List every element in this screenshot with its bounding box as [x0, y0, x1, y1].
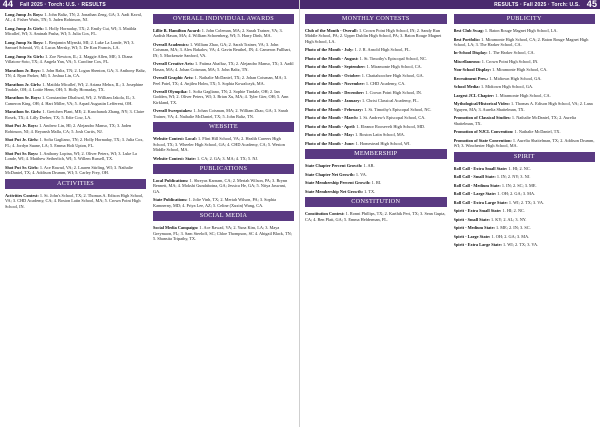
section-header: ACTIVITIES — [5, 179, 146, 189]
result-label: State Chapter Percent Growth: — [305, 163, 363, 169]
result-entry — [5, 54, 146, 65]
result-text: 1. Thomas A. Edison High School, VA; 2. Lana Nguyen, MA; 3. Aurelia Shaitelman, TX. — [453, 101, 593, 112]
result-text: 1. Miramonte High School, CA. — [494, 92, 551, 98]
result-label: Constitution Contest: — [305, 211, 345, 217]
result-entry — [454, 115, 596, 126]
result-text: 1. HI; 2. NC. — [507, 165, 531, 171]
result-label: Overall Creative Arts: — [153, 61, 194, 67]
result-label: Spirit - Extra Large State: — [453, 242, 502, 248]
result-label: Photo of the Month - September: — [305, 64, 366, 70]
result-entry — [153, 89, 294, 105]
result-text: 1. RI. — [370, 180, 382, 186]
result-label: Promotion of State Convention: — [453, 137, 512, 143]
result-text: 1. Boston Latin School, MA. — [354, 132, 405, 138]
result-entry — [454, 67, 596, 72]
result-label: Spirit - Extra Small State: — [453, 208, 502, 214]
result-entry — [153, 108, 294, 119]
result-label: Website Contest: State: — [153, 155, 196, 161]
result-entry — [305, 73, 447, 78]
result-label: Lillie B. Hamilton Award: — [153, 28, 201, 33]
result-label: Long Jump Jr. Boys: — [5, 12, 44, 17]
result-text: 1. Miramonte High School, CA. — [491, 67, 548, 73]
result-entry — [454, 174, 596, 179]
result-label: Local Publications: — [153, 178, 189, 184]
result-label: Marathon Sr. Girls: — [5, 109, 42, 115]
result-text: 1. VA. — [354, 171, 367, 177]
result-text: 1. Fatima Abaffaz, TX; 2. Alejandro Manso, TX; 3. Aadil Hasan, MA; 4. Johan Coisman, MA; 5. John Baltz, TN. — [153, 61, 294, 72]
result-entry — [454, 191, 596, 196]
result-text: 1. Christ Classical Academy, FL. — [360, 98, 419, 104]
result-label: Roll Call - Small State: — [453, 174, 496, 180]
result-entry — [305, 141, 447, 146]
result-entry — [454, 76, 596, 81]
result-label: Marathon Jr. Girls: — [5, 81, 42, 87]
result-entry — [454, 225, 596, 230]
result-entry — [454, 208, 596, 213]
result-text: 1. OH; 2. GA; 3. MA. — [496, 191, 536, 197]
result-entry — [305, 124, 447, 129]
result-label: Non-School Display: — [453, 67, 492, 73]
result-entry — [305, 189, 447, 194]
result-entry — [454, 101, 596, 112]
result-label: Overall Academics: — [153, 41, 189, 47]
result-text: 1. WI; 2. TX; 3. VA. — [507, 199, 545, 205]
result-label: State Chapter Net Growth: — [305, 171, 355, 177]
result-label: Photo of the Month - January: — [305, 98, 361, 104]
result-text: 1. Crown Point High School, IN. — [364, 89, 422, 95]
result-text: 1. Jolie Vinh, TX; 2. Meriah Wilson, PA; 3. Sophia Kamnerny, MD; 4. Priya Lee, AZ; 5. Celine (Xuxin) Wang, CA. — [153, 197, 277, 208]
result-label: Marathon Sr. Boys: — [5, 95, 42, 101]
result-label: Photo of the Month - February: — [305, 106, 364, 112]
result-entry — [5, 68, 146, 79]
section-header: SPIRIT — [454, 152, 596, 162]
result-text: 1. CHD Academy, CA. — [364, 81, 406, 87]
result-entry — [305, 180, 447, 185]
result-label: Promotion of Classical Studies: — [453, 115, 511, 121]
result-entry — [153, 225, 294, 241]
right-page-number: 45 — [584, 0, 600, 9]
result-entry — [5, 151, 146, 162]
section-header: OVERALL INDIVIDUAL AWARDS — [153, 14, 294, 24]
result-label: Long Jump Jr. Girls: — [5, 25, 44, 31]
result-text: 1. Miramonte High School, CA; 2. Baton Rouge Magnet High School, LA; 3. The Harker School, CA. — [453, 36, 589, 47]
result-entry — [454, 242, 596, 247]
result-label: State Membership Percent Growth: — [305, 180, 371, 186]
result-label: Best Portfolio: — [453, 36, 481, 42]
result-text: 1. Constantine Dhaliwal, WI; 2. William Jakola, IL; 3. Cameron King, OH; 4. Hart Miller, VA; 5. Arpad Augustin Lefferent, OH. — [5, 95, 136, 106]
result-text: 1. St. John's School, TX; 2. Thomas A. Edison High School, VA; 3. CHD Academy, CA; 4. Boston Latin School, MA; 5. Crown Point High School, IN. — [5, 192, 144, 209]
result-label: Miscellaneous: — [453, 58, 481, 64]
section-header: PUBLICITY — [454, 14, 596, 24]
result-entry — [153, 178, 294, 194]
result-text: 1. WI; 2. TX; 3. VA. — [501, 242, 539, 248]
section-header: SOCIAL MEDIA — [153, 211, 294, 221]
result-text: 1. Baton Rouge Magnet High School, LA. — [483, 28, 558, 33]
result-label: Best Club Swag: — [453, 28, 484, 33]
result-text: 1. Ronni Phillips, TX; 2. Karthik Peri, TX; 3. Sean Gupta, CA; 4. Ben Platt, GA; 5. Emma Helderman, FL. — [305, 211, 446, 222]
result-entry — [305, 98, 447, 103]
result-text: 1. Crown Point High School, IN; 2. Sandy Run Middle School, PA; 2. Upper Dublin High School, PA; 3. Baton Rouge Magnet High School, LA. — [305, 28, 442, 44]
result-label: Promotion of NJCL Convention: — [453, 129, 514, 135]
result-text: 1. Zoe Newton, IL; 2. Maggie Allen, ME; 3. Diana Villatoro-Soto, TX; 4. Angela Yan, VA; 5. Caroline Cox, FL. — [5, 53, 133, 65]
result-label: In-School Display: — [453, 50, 488, 56]
result-entry — [305, 64, 447, 69]
result-entry — [305, 132, 447, 137]
result-entry — [454, 37, 596, 48]
result-text: 1. Ace Rawad, VA; 2. Yuna Kim, LA; 3. Maya Greymaon, FL; 3. Sam Steeloff, SC; Chloe Thompson, SC 4. Abigail Black, TN; 5. Shansita Tripathy, TX. — [153, 225, 292, 242]
result-entry — [305, 211, 447, 222]
result-entry — [153, 61, 294, 72]
result-entry — [454, 234, 596, 239]
section-header: WEBSITE — [153, 122, 294, 132]
result-text: 1. TX. — [363, 188, 376, 194]
result-label: Roll Call - Extra Small State: — [453, 165, 508, 171]
result-text: 1. The Harker School, CA. — [487, 50, 535, 56]
right-page-header — [300, 0, 600, 9]
left-page-header — [0, 0, 299, 9]
left-running-head: Fall 2025 · Torch: U.S. · RESULTS — [20, 1, 106, 8]
result-label: Roll Call - Large State: — [453, 191, 497, 197]
result-text: 1. Shreyas Karnam, CA; 2. Meriah Wilson, PA; 3. Brynn Bennett, MA; 4. Mokshi Gundaboina, GA; Jessica He, GA; 5. Nitya Jaswani, GA. — [153, 178, 288, 194]
result-entry — [454, 50, 596, 55]
result-text: 1. Miramonte High School, CA. — [365, 64, 422, 70]
result-label: Club of the Month - Overall: — [305, 28, 358, 33]
result-entry — [305, 81, 447, 86]
result-text: 1. Nathalie McDaniel, TX; 2. Johan Coisman, MA; 3. Peel Patel, TX; 4. Anjilea Holm, TX; 5. Sophia Kowalczyk, MA. — [153, 75, 288, 86]
result-text: 1. John Baltz, TN; 2. Logan Shenton, GA; 3. Anthony Baltz, TN; 4. Ryan Parker, MI; 5. Joshua Lin, CA. — [5, 67, 146, 79]
result-text: 1. CA; 2. GA; 3. MA; 4. TX; 5. NJ. — [195, 155, 259, 161]
result-text: 1. Midtown High School, GA. — [488, 75, 542, 81]
result-text: 1. IN; 2. NY; 3. NJ. — [495, 174, 531, 180]
result-label: Photo of the Month - August: — [305, 55, 359, 61]
result-text: 1. St. Andrew's Episcopal School, CA. — [358, 115, 426, 121]
result-entry — [454, 138, 596, 149]
result-text: 1. Benjamin Mlynski, MI; 2. Luke La Londe, WI; 3. Samuel Schmid, VI; 4. Lucas Mersky, WI; 5. De Kon Francis, LA. — [5, 39, 135, 51]
result-text: 1. Sofia Gagliano, TN; 2. Sophie Tindale, OH; 2. Ian Godden, WI; 2. Oliver Peters, WI; 3. Brian Xu, MA; 4. Tyler Gier, OH; 5. Ann Kirkland, TX. — [153, 89, 289, 105]
result-text: 1. IN; 2. SC; 3. ME. — [500, 182, 537, 188]
result-entry — [454, 84, 596, 89]
result-label: Roll Call - Medium State: — [453, 182, 501, 188]
result-label: Shot Put Sr. Boys: — [5, 151, 39, 157]
result-entry — [153, 156, 294, 161]
result-entry — [454, 59, 596, 64]
result-entry — [153, 197, 294, 208]
result-text: 1. St. Timothy's Episcopal School, NC. — [363, 106, 432, 112]
result-text: 1. Johan Coisman, MA; 2. William Zhao, GA; 3. Sarah Trainer, VA; 4. Nathalie McDaniel, TX; 5. John Baltz, TN. — [153, 108, 289, 119]
result-text: 1. Eleanor Roosevelt High School, MD. — [355, 123, 426, 129]
result-label: Recruitment Pres.: — [453, 75, 489, 81]
result-label: Photo of the Month - October: — [305, 72, 361, 78]
result-label: Spirit - Small State: — [453, 216, 490, 222]
result-text: 1. KY; 2. AL; 3. NY. — [489, 216, 527, 222]
result-text: 1. William Zhao, GA; 2. Sarah Trainer, VA; 3. John Coisman, MA; 3. Alex Bakalov, VA; 4. Gavin Beuthel, IN; 4. Cameron Fullhart, IN; 5. Mackenzie Sanford, VA. — [153, 41, 292, 58]
result-text: 1. Sofia Gagliano, TN; 2. Holly Hornaday, TX; 3. Julia Cox, FL; 4. Jordyn Suane, LA; 5. Emma Holt Upton, FL. — [5, 137, 144, 148]
result-entry — [305, 28, 447, 44]
result-entry — [5, 95, 146, 106]
result-text: 1. Crown Point High School, IN. — [480, 58, 539, 64]
result-entry — [305, 172, 447, 177]
result-entry — [454, 200, 596, 205]
result-label: Photo of the Month - April: — [305, 123, 356, 129]
result-text: 1. Holly Hornaday, TX; 2. Emily Cui, WI; 3. Matilda Micallef, WI; 3. Aminah Pasha, WI; 5. Julia Cox, FL. — [5, 25, 137, 37]
right-running-head: RESULTS · Fall 2025 · Torch: U.S. — [494, 1, 580, 8]
result-text: 1. Gretchen Plant, ME; 2. Kanchanok Zhang, NY; 3. Claire Rosek, TX; 4. Lilly Dreher, TX; 5. Edie Cow, LA. — [5, 109, 145, 120]
result-entry — [153, 75, 294, 86]
result-label: Shot Put Sr. Girls: — [5, 164, 39, 170]
result-text: 1. Aurelia Shaitelman, TX; 2. Addison Drumm, WI; 3. Winchester High School, MA. — [453, 137, 595, 149]
result-label: Long Jump Sr. Boys: — [5, 39, 44, 45]
result-entry — [454, 129, 596, 134]
result-label: Roll Call - Extra Large State: — [453, 199, 508, 205]
result-entry — [454, 217, 596, 222]
left-page-number: 44 — [0, 0, 16, 9]
left-column-1 — [5, 12, 146, 427]
result-label: Shot Put Jr. Boys: — [5, 123, 39, 129]
result-label: Website Contest: Local: — [153, 136, 197, 142]
result-text: 1. AR. — [362, 163, 375, 169]
result-text: 1. J. R. Arnold High School, FL. — [353, 47, 411, 53]
result-text: 1. Homestead High School, WI. — [354, 140, 411, 146]
result-label: School Media: — [453, 84, 480, 90]
result-text: 1. Matilda Micallef, WI; 2. Ariana Mehra, IL; 3. Josephine Tindale, OH; 4. Lottie Henn, OH; 5. Holly Hornaday, TX. — [5, 81, 144, 92]
result-entry — [153, 28, 294, 39]
section-header: PUBLICATIONS — [153, 164, 294, 174]
result-entry — [153, 42, 294, 58]
result-label: Marathon Jr. Boys: — [5, 67, 41, 73]
result-label: Activities Contest: — [5, 192, 39, 198]
result-label: Photo of the Month - November: — [305, 81, 365, 87]
result-entry — [454, 183, 596, 188]
result-entry — [454, 166, 596, 171]
result-label: Overall Sweepstakes: — [153, 108, 193, 114]
result-entry — [454, 28, 596, 33]
result-text: 1. Flint Hill School, VA; 2. Health Careers High School, TX; 3. Wheeler High School, GA; 4. CHD Academy, CA; 5. Weston Middle School, MA. — [153, 136, 285, 153]
section-header: CONSTITUTION — [305, 197, 447, 207]
right-page — [300, 0, 600, 427]
section-header: MONTHLY CONTESTS — [305, 14, 447, 24]
result-label: Photo of the Month - March: — [305, 115, 359, 121]
result-label: Shot Put Jr. Girls: — [5, 137, 39, 143]
result-text: 1. Anthony Lopina, WI; 2. Oliver Peters, WI; 3. Luke La Londe, WI; 4. Matthew Seiberlich, WI; 5. Willem Russell, TX. — [5, 151, 137, 162]
result-text: 1. Ace Rawad, VA; 2. Lauren Stirling, WI; 3. Nathalie McDaniel, TX; 4. Addison Drumm, WI; 5. Carley Frey, OH. — [5, 164, 133, 176]
result-label: Overall Olympika: — [153, 89, 188, 95]
right-column-1 — [305, 12, 447, 427]
result-label: Social Media Campaign: — [153, 225, 199, 231]
result-text: 1. HI; 2. NC. — [501, 208, 525, 214]
result-entry — [305, 107, 447, 112]
result-label: Photo of the Month - May: — [305, 132, 355, 138]
result-entry — [305, 56, 447, 61]
result-text: 1. Nathalie McDaniel, TX. — [513, 129, 561, 135]
result-text: 1. John Coleman, MA; 2. Sarah Trainer, VA; 3. Aadish Hasan, MA; 4. William Schoenberg, WI; 5. Harry Dinh, MA. — [153, 28, 283, 39]
result-text: 1. Andrew Lin, HI; 2. Alejandro Manso, TX; 3. Jaden Robinson, NJ; 4. Reyansh Malla, CA; 5. Josh Curtis, NJ. — [5, 123, 132, 134]
left-column-2 — [153, 12, 294, 427]
result-label: Long Jump Sr. Girls: — [5, 53, 44, 59]
result-entry — [5, 12, 146, 23]
result-entry — [5, 26, 146, 37]
result-entry — [5, 40, 146, 51]
result-text: 1. Midtown High School, GA. — [479, 84, 534, 90]
result-text: 1. ME; 2. IN; 3. SC. — [494, 225, 531, 231]
result-entry — [5, 82, 146, 93]
result-text: 1. Chattahoochee High School, GA. — [360, 72, 424, 78]
result-text: 1. OH; 2. GA; 3. MA. — [490, 233, 530, 239]
result-entry — [305, 163, 447, 168]
result-entry — [5, 123, 146, 134]
result-text: 1. Nathalie McDaniel, TX; 2. Aurelia Shaitelman, TX. — [453, 115, 577, 126]
result-entry — [305, 47, 447, 52]
result-label: Spirit - Medium State: — [453, 225, 495, 231]
result-label: Photo of the Month - July: — [305, 47, 354, 53]
result-entry — [5, 165, 146, 176]
result-label: State Membership Net Growth: — [305, 188, 364, 194]
result-label: Photo of the Month - December: — [305, 89, 365, 95]
result-text: 1. John Baltz, TN; 2. Jonathan Zeng, GA; 3. Aadi Kaval, AL; 4. Fisher Watts, TN; 5. Jaden Robinson, NJ. — [5, 12, 142, 23]
result-label: Photo of the Month - June: — [305, 140, 355, 146]
result-entry — [305, 115, 447, 120]
result-entry — [305, 90, 447, 95]
result-entry — [5, 193, 146, 209]
result-entry — [454, 93, 596, 98]
result-label: Largest JCL Chapter: — [453, 92, 495, 98]
result-entry — [5, 137, 146, 148]
section-header: MEMBERSHIP — [305, 149, 447, 159]
result-label: State Publications: — [153, 197, 188, 203]
result-entry — [5, 109, 146, 120]
result-text: 1. St. Timothy's Episcopal School, NC. — [358, 55, 427, 61]
right-column-2 — [454, 12, 596, 427]
result-label: Mythological/Historical Video: — [453, 101, 510, 107]
result-label: Spirit - Large State: — [453, 233, 491, 239]
result-entry — [153, 136, 294, 152]
result-label: Overall Graphic Arts: — [153, 75, 194, 81]
